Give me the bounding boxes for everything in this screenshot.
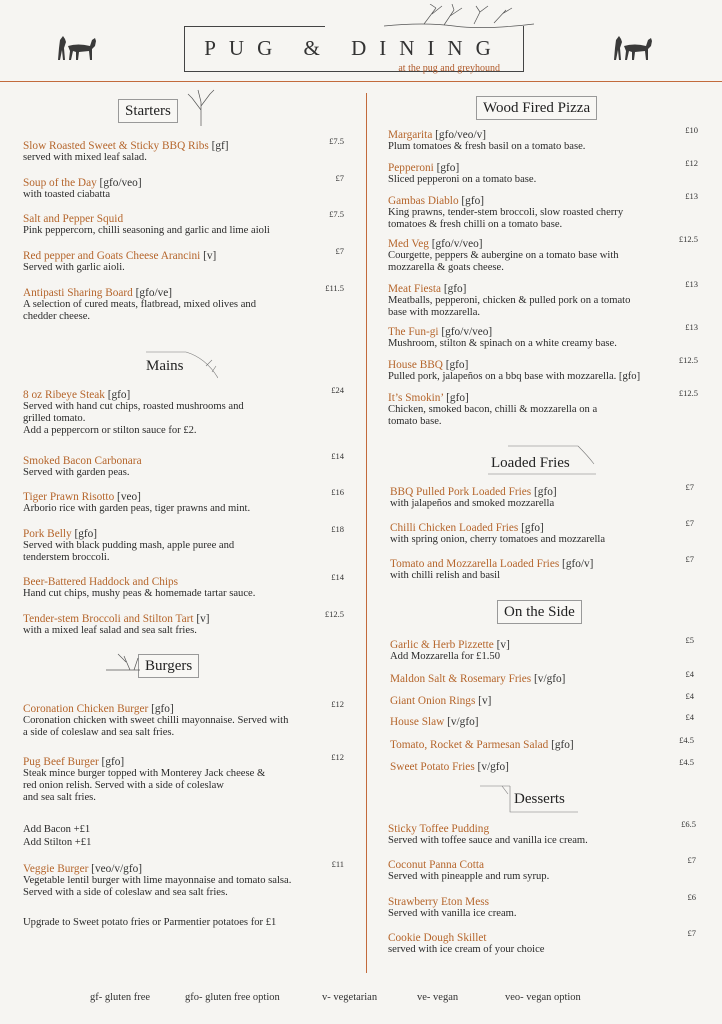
menu-item (23, 703, 323, 739)
branch-ornament-icon (146, 348, 218, 382)
menu-item-description: tomatoes & fresh chilli on a tomato base. (388, 219, 563, 230)
dietary-tag: [gfo/v/veo] (438, 326, 493, 338)
menu-item-price: £12.5 (678, 234, 698, 244)
menu-item-description: a side of coleslaw and sea salt fries. (23, 727, 175, 738)
menu-item (390, 716, 690, 728)
menu-item-description: Served with vanilla ice cream. (388, 908, 517, 919)
menu-item-title: Veggie Burger (23, 863, 89, 875)
dietary-tag: [gfo] (148, 703, 174, 715)
menu-item-name (390, 695, 690, 707)
dietary-tag: [v] (475, 695, 492, 707)
menu-item-name (390, 486, 690, 498)
dietary-tag: [gfo/veo] (96, 177, 142, 189)
menu-item-name (388, 896, 688, 908)
column-divider (366, 93, 367, 973)
menu-item-name (388, 238, 688, 250)
menu-item (388, 326, 688, 350)
menu-item-description: Served with toffee sauce and vanilla ice cream. (388, 835, 588, 846)
menu-item-price: £24 (331, 385, 344, 395)
menu-item-title: Sticky Toffee Pudding (388, 823, 490, 835)
menu-item (390, 739, 690, 751)
menu-item-name (390, 716, 690, 728)
menu-item-name (390, 739, 690, 751)
menu-item-title: Soup of the Day (23, 177, 97, 189)
menu-item (390, 522, 690, 546)
menu-item-description: Chicken, smoked bacon, chilli & mozzarella on a (388, 404, 598, 415)
menu-item-name (23, 177, 323, 189)
menu-item-title: Maldon Salt & Rosemary Fries (390, 673, 532, 685)
menu-item-description: Served with garden peas. (23, 467, 130, 478)
section-heading-sides: On the Side (497, 600, 582, 624)
menu-item-price: £4.5 (679, 757, 694, 767)
dietary-tag: [gfo] (98, 756, 125, 768)
menu-item-title: Meat Fiesta (388, 283, 442, 295)
menu-item-name (23, 455, 323, 467)
menu-item-price: £7 (335, 173, 344, 183)
menu-item-name (390, 673, 690, 685)
menu-item-name (23, 287, 323, 299)
page-subtitle: at the pug and greyhound (398, 63, 500, 74)
menu-item-price: £12 (685, 158, 698, 168)
dietary-tag: [v] (193, 613, 210, 625)
menu-item-title: BBQ Pulled Pork Loaded Fries (390, 486, 532, 498)
menu-item-title: Salt and Pepper Squid (23, 213, 124, 225)
menu-item-description: tenderstem broccoli. (23, 552, 110, 563)
menu-item-price: £10 (685, 125, 698, 135)
menu-item-description: and sea salt fries. (23, 792, 96, 803)
menu-item-title: It’s Smokin’ (388, 392, 444, 404)
legend-gf: gf- gluten free (90, 992, 151, 1003)
menu-item-title: Garlic & Herb Pizzette (390, 639, 494, 651)
menu-item-name (388, 823, 688, 835)
dietary-tag: [gfo/v] (559, 558, 594, 570)
menu-item-price: £7 (685, 518, 694, 528)
menu-item-price: £7 (685, 482, 694, 492)
menu-item (390, 673, 690, 685)
menu-item-price: £12.5 (678, 355, 698, 365)
menu-item-description: Pink peppercorn, chilli seasoning and garlic and lime aioli (23, 225, 270, 236)
menu-item (23, 389, 323, 437)
menu-item-title: House BBQ (388, 359, 443, 371)
menu-item (23, 756, 323, 804)
branch-ornament-icon (478, 444, 598, 480)
menu-item (390, 639, 690, 663)
menu-item (388, 823, 688, 847)
dietary-tag: [gfo/v/veo] (428, 238, 483, 250)
menu-item-price: £6.5 (681, 819, 696, 829)
menu-item (23, 177, 323, 201)
menu-item-title: Tiger Prawn Risotto (23, 491, 115, 503)
menu-item (23, 863, 323, 899)
branch-ornament-icon (480, 782, 580, 818)
menu-item-price: £6 (687, 892, 696, 902)
menu-item-description: King prawns, tender-stem broccoli, slow roasted cherry (388, 207, 624, 218)
addon-bacon: Add Bacon +£1 (23, 824, 91, 835)
menu-item-title: Tomato, Rocket & Parmesan Salad (390, 739, 549, 751)
menu-item-title: Beer-Battered Haddock and Chips (23, 576, 179, 588)
menu-item-name (388, 859, 688, 871)
menu-item-title: Smoked Bacon Carbonara (23, 455, 142, 467)
menu-item-description: Add a peppercorn or stilton sauce for £2. (23, 425, 197, 436)
menu-item-description: with a mixed leaf salad and sea salt fries. (23, 625, 197, 636)
menu-item-description: with toasted ciabatta (23, 189, 111, 200)
menu-item-price: £7 (335, 246, 344, 256)
menu-item-title: Sweet Potato Fries (390, 761, 475, 773)
menu-item-description: Coronation chicken with sweet chilli mayonnaise. Served with (23, 715, 289, 726)
menu-item-name (23, 863, 323, 875)
dietary-tag: [gf] (208, 140, 229, 152)
dietary-tag: [gfo] (442, 359, 469, 371)
menu-item-description: Mushroom, stilton & spinach on a white creamy base. (388, 338, 617, 349)
menu-item (23, 491, 323, 515)
menu-item-name (23, 491, 323, 503)
menu-item-price: £14 (331, 572, 344, 582)
menu-item-name (388, 195, 688, 207)
menu-item (388, 359, 688, 383)
menu-item-name (388, 392, 688, 404)
menu-item-title: Coronation Chicken Burger (23, 703, 149, 715)
menu-item-description: Add Mozzarella for £1.50 (390, 651, 501, 662)
menu-item-price: £14 (331, 451, 344, 461)
menu-item (23, 287, 323, 323)
section-heading-burgers: Burgers (138, 654, 199, 678)
dietary-tag: [veo/v/gfo] (88, 863, 143, 875)
menu-item-description: Sliced pepperoni on a tomato base. (388, 174, 537, 185)
dietary-tag: [gfo] (71, 528, 98, 540)
legend-ve: ve- vegan (417, 992, 459, 1003)
menu-item-description: base with mozzarella. (388, 307, 481, 318)
menu-item-name (388, 162, 688, 174)
menu-item-title: Antipasti Sharing Board (23, 287, 133, 299)
menu-item-price: £12 (331, 752, 344, 762)
menu-item-title: Coconut Panna Cotta (388, 859, 485, 871)
dietary-tag: [gfo] (458, 195, 485, 207)
menu-item (23, 250, 323, 274)
menu-item-description: Steak mince burger topped with Monterey Jack cheese & (23, 768, 266, 779)
menu-item-description: with spring onion, cherry tomatoes and mozzarella (390, 534, 606, 545)
menu-item-description: Served with a side of coleslaw and sea salt fries. (23, 887, 228, 898)
legend-veo: veo- vegan option (505, 992, 581, 1003)
section-heading-mains: Mains (146, 358, 184, 374)
menu-item-price: £7 (687, 855, 696, 865)
menu-item-description: mozzarella & goats cheese. (388, 262, 504, 273)
menu-item-price: £4 (685, 691, 694, 701)
menu-item-name (388, 326, 688, 338)
menu-item-description: Meatballs, pepperoni, chicken & pulled pork on a tomato (388, 295, 631, 306)
menu-item (388, 129, 688, 153)
menu-item-name (388, 359, 688, 371)
tree-icon (186, 88, 216, 126)
section-heading-starters: Starters (118, 99, 178, 123)
menu-item-price: £12.5 (678, 388, 698, 398)
menu-item-price: £12 (331, 699, 344, 709)
menu-item-title: Margarita (388, 129, 433, 141)
dietary-tag: [v/gfo] (474, 761, 509, 773)
menu-item (388, 238, 688, 274)
menu-item (388, 896, 688, 920)
menu-item-name (390, 522, 690, 534)
menu-item (388, 162, 688, 186)
menu-item-description: with jalapeños and smoked mozzarella (390, 498, 555, 509)
menu-item-name (388, 932, 688, 944)
legend-v: v- vegetarian (322, 992, 378, 1003)
menu-item-name (23, 703, 323, 715)
menu-item-description: Arborio rice with garden peas, tiger prawns and mint. (23, 503, 251, 514)
addon-stilton: Add Stilton +£1 (23, 837, 92, 848)
menu-item-name (388, 283, 688, 295)
section-heading-loaded-fries: Loaded Fries (491, 455, 570, 471)
menu-item-title: Tomato and Mozzarella Loaded Fries (390, 558, 560, 570)
menu-item-description: with chilli relish and basil (390, 570, 501, 581)
menu-item-description: Served with garlic aioli. (23, 262, 125, 273)
menu-item-description: A selection of cured meats, flatbread, mixed olives and (23, 299, 256, 310)
greyhound-icon (56, 34, 98, 64)
menu-item-title: Tender-stem Broccoli and Stilton Tart (23, 613, 194, 625)
dietary-tag: [gfo] (441, 283, 467, 295)
dietary-tag: [gfo] (433, 162, 460, 174)
menu-item-description: Served with pineapple and rum syrup. (388, 871, 550, 882)
menu-item-price: £13 (685, 322, 698, 332)
tree-icon (104, 650, 142, 686)
dietary-tag: [v/gfo] (531, 673, 566, 685)
menu-item-name (23, 756, 323, 768)
menu-item (23, 213, 323, 237)
menu-item-description: Hand cut chips, mushy peas & homemade tartar sauce. (23, 588, 256, 599)
dietary-tag: [veo] (114, 491, 141, 503)
menu-item (23, 613, 323, 637)
menu-item-description: Vegetable lentil burger with lime mayonnaise and tomato salsa. (23, 875, 292, 886)
menu-item-price: £5 (685, 635, 694, 645)
page-title: PUG & DINING (204, 36, 504, 60)
menu-item-price: £13 (685, 279, 698, 289)
menu-item-description: Plum tomatoes & fresh basil on a tomato base. (388, 141, 586, 152)
dietary-tag: [v] (493, 639, 510, 651)
menu-item-description: Pulled pork, jalapeños on a bbq base with mozzarella. [gfo] (388, 371, 641, 382)
menu-item-name (23, 389, 323, 401)
dietary-tag: [v] (200, 250, 217, 262)
menu-item-price: £11 (331, 859, 344, 869)
menu-item-title: Giant Onion Rings (390, 695, 476, 707)
menu-item-description: tomato base. (388, 416, 442, 427)
menu-item-price: £7 (685, 554, 694, 564)
menu-item-price: £4 (685, 669, 694, 679)
menu-item-description: chedder cheese. (23, 311, 91, 322)
menu-item-title: The Fun-gi (388, 326, 439, 338)
menu-item-description: Served with black pudding mash, apple puree and (23, 540, 235, 551)
menu-item-title: Pepperoni (388, 162, 434, 174)
menu-item-price: £16 (331, 487, 344, 497)
menu-item-price: £11.5 (325, 283, 344, 293)
menu-item-name (390, 558, 690, 570)
menu-item-name (390, 761, 690, 773)
dietary-tag: [gfo] (443, 392, 469, 404)
menu-item-price: £12.5 (324, 609, 344, 619)
menu-item-name (388, 129, 688, 141)
menu-item (23, 455, 323, 479)
menu-item (390, 761, 690, 773)
dietary-tag: [gfo/veo/v] (432, 129, 486, 141)
menu-item-name (23, 213, 323, 225)
menu-item-description: red onion relish. Served with a side of coleslaw (23, 780, 224, 791)
menu-item-price: £7.5 (329, 136, 344, 146)
menu-item-price: £7.5 (329, 209, 344, 219)
menu-item-title: Pug Beef Burger (23, 756, 99, 768)
menu-item (388, 859, 688, 883)
section-heading-desserts: Desserts (514, 791, 565, 807)
header-rule (0, 81, 722, 82)
dietary-tag: [gfo] (548, 739, 574, 751)
menu-item-description: Courgette, peppers & aubergine on a tomato base with (388, 250, 619, 261)
menu-item-title: Strawberry Eton Mess (388, 896, 490, 908)
legend-gfo: gfo- gluten free option (185, 992, 280, 1003)
menu-item-title: 8 oz Ribeye Steak (23, 389, 105, 401)
dietary-tag: [gfo] (531, 486, 557, 498)
menu-item (388, 283, 688, 319)
menu-item-price: £7 (687, 928, 696, 938)
menu-item-title: Pork Belly (23, 528, 72, 540)
menu-item-description: served with ice cream of your choice (388, 944, 545, 955)
menu-item (23, 140, 323, 164)
menu-item-title: House Slaw (390, 716, 445, 728)
menu-item-name (23, 613, 323, 625)
menu-item (390, 558, 690, 582)
menu-item-title: Med Veg (388, 238, 429, 250)
dietary-tag: [v/gfo] (444, 716, 479, 728)
menu-item-name (23, 528, 323, 540)
menu-item-name (390, 639, 690, 651)
menu-item-price: £13 (685, 191, 698, 201)
menu-item-title: Red pepper and Goats Cheese Arancini (23, 250, 201, 262)
menu-item (23, 576, 323, 600)
menu-item (388, 932, 688, 956)
menu-item-name (23, 140, 323, 152)
section-heading-pizza: Wood Fired Pizza (476, 96, 597, 120)
menu-item-description: grilled tomato. (23, 413, 86, 424)
menu-item-name (23, 576, 323, 588)
dietary-tag: [gfo] (518, 522, 544, 534)
menu-item-title: Chilli Chicken Loaded Fries (390, 522, 519, 534)
menu-item-title: Gambas Diablo (388, 195, 459, 207)
menu-item (388, 392, 688, 428)
menu-item-description: Served with hand cut chips, roasted mushrooms and (23, 401, 244, 412)
menu-item-price: £4 (685, 712, 694, 722)
menu-item-name (23, 250, 323, 262)
menu-item-price: £4.5 (679, 735, 694, 745)
menu-item (23, 528, 323, 564)
menu-item (390, 486, 690, 510)
menu-item (388, 195, 688, 231)
dietary-tag: [gfo/ve] (132, 287, 173, 299)
dietary-tag: [gfo] (104, 389, 131, 401)
upgrade-note: Upgrade to Sweet potato fries or Parmentier potatoes for £1 (23, 917, 277, 928)
menu-item (390, 695, 690, 707)
menu-item-title: Slow Roasted Sweet & Sticky BBQ Ribs (23, 140, 209, 152)
menu-item-description: served with mixed leaf salad. (23, 152, 147, 163)
greyhound-icon (612, 34, 654, 64)
menu-item-title: Cookie Dough Skillet (388, 932, 487, 944)
menu-item-price: £18 (331, 524, 344, 534)
